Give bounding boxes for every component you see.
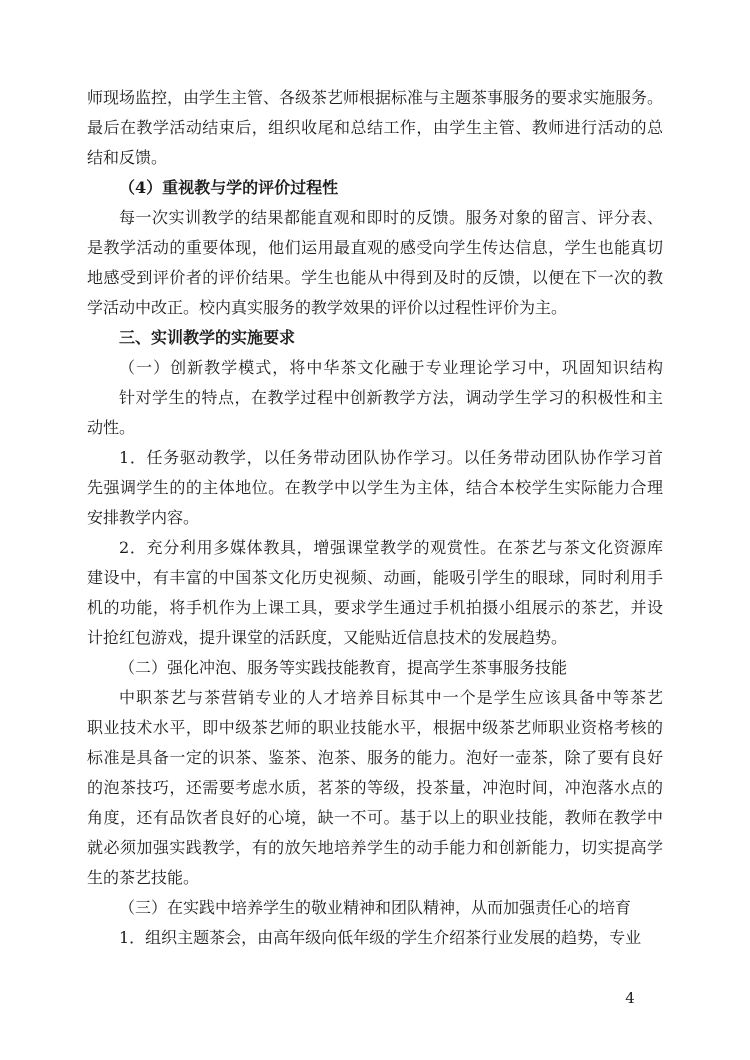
paragraph [87,533,663,653]
text-line: 地感受到评价者的评价结果。学生也能从中得到及时的反馈，以便在下一次的教 [87,268,663,287]
text-line: 最后在教学活动结束后，组织收尾和总结工作，由学生主管、教师进行活动的总 [87,118,663,137]
text-line: （二）强化冲泡、服务等实践技能教育，提高学生茶事服务技能 [119,658,568,677]
text-line: 标准是具备一定的识茶、鉴茶、泡茶、服务的能力。泡好一壶茶，除了要有良好 [87,748,663,767]
text-line: 学活动中改正。校内真实服务的教学效果的评价以过程性评价为主。 [87,298,568,317]
paragraph [87,923,663,953]
paragraph [87,893,663,923]
text-line: 师现场监控，由学生主管、各级茶艺师根据标准与主题茶事服务的要求实施服务。 [87,88,663,107]
paragraph [87,383,663,443]
text-line: 是教学活动的重要体现，他们运用最直观的感受向学生传达信息，学生也能真切 [87,238,663,257]
text-line: 先强调学生的的主体地位。在教学中以学生为主体，结合本校学生实际能力合理 [87,478,663,497]
text-line: 就必须加强实践教学，有的放矢地培养学生的动手能力和创新能力，切实提高学 [87,838,663,857]
text-line: 结和反馈。 [87,148,168,167]
text-line: 安排教学内容。 [87,508,200,527]
page-number: 4 [625,989,635,1007]
text-line: 1．组织主题茶会，由高年级向低年级的学生介绍茶行业发展的趋势，专业 [119,928,642,947]
text-line: 动性。 [87,418,136,437]
text-line: （一）创新教学模式，将中华茶文化融于专业理论学习中，巩固知识结构 [119,358,663,377]
paragraph [87,83,663,173]
text-line: 1．任务驱动教学，以任务带动团队协作学习。以任务带动团队协作学习首 [119,448,663,467]
paragraph [87,203,663,323]
text-line: 建设中，有丰富的中国茶文化历史视频、动画，能吸引学生的眼球，同时利用手 [87,568,663,587]
text-line: 的泡茶技巧，还需要考虑水质，茗茶的等级，投茶量，冲泡时间，冲泡落水点的 [87,778,663,797]
paragraph [87,443,663,533]
text-line: 每一次实训教学的结果都能直观和即时的反馈。服务对象的留言、评分表、 [119,208,663,227]
text-line: 计抢红包游戏，提升课堂的活跃度，又能贴近信息技术的发展趋势。 [87,628,568,647]
text-line: 职业技术水平，即中级茶艺师的职业技能水平，根据中级茶艺师职业资格考核的 [87,718,663,737]
text-line: 角度，还有品饮者良好的心境，缺一不可。基于以上的职业技能，教师在教学中 [87,808,663,827]
text-line: （三）在实践中培养学生的敬业精神和团队精神，从而加强责任心的培育 [119,898,632,917]
text-line: 机的功能，将手机作为上课工具，要求学生通过手机拍摄小组展示的茶艺，并设 [87,598,663,617]
text-line: 三、实训教学的实施要求 [119,328,296,347]
section-heading [87,173,663,203]
document-body [87,83,663,953]
text-line: 中职茶艺与茶营销专业的人才培养目标其中一个是学生应该具备中等茶艺 [119,688,663,707]
text-line: 针对学生的特点，在教学过程中创新教学方法，调动学生学习的积极性和主 [119,388,663,407]
paragraph [87,683,663,893]
section-heading [87,323,663,353]
paragraph [87,353,663,383]
text-line: 生的茶艺技能。 [87,868,200,887]
text-line: （4）重视教与学的评价过程性 [119,178,339,197]
paragraph [87,653,663,683]
text-line: 2．充分利用多媒体教具，增强课堂教学的观赏性。在茶艺与茶文化资源库 [119,538,663,557]
